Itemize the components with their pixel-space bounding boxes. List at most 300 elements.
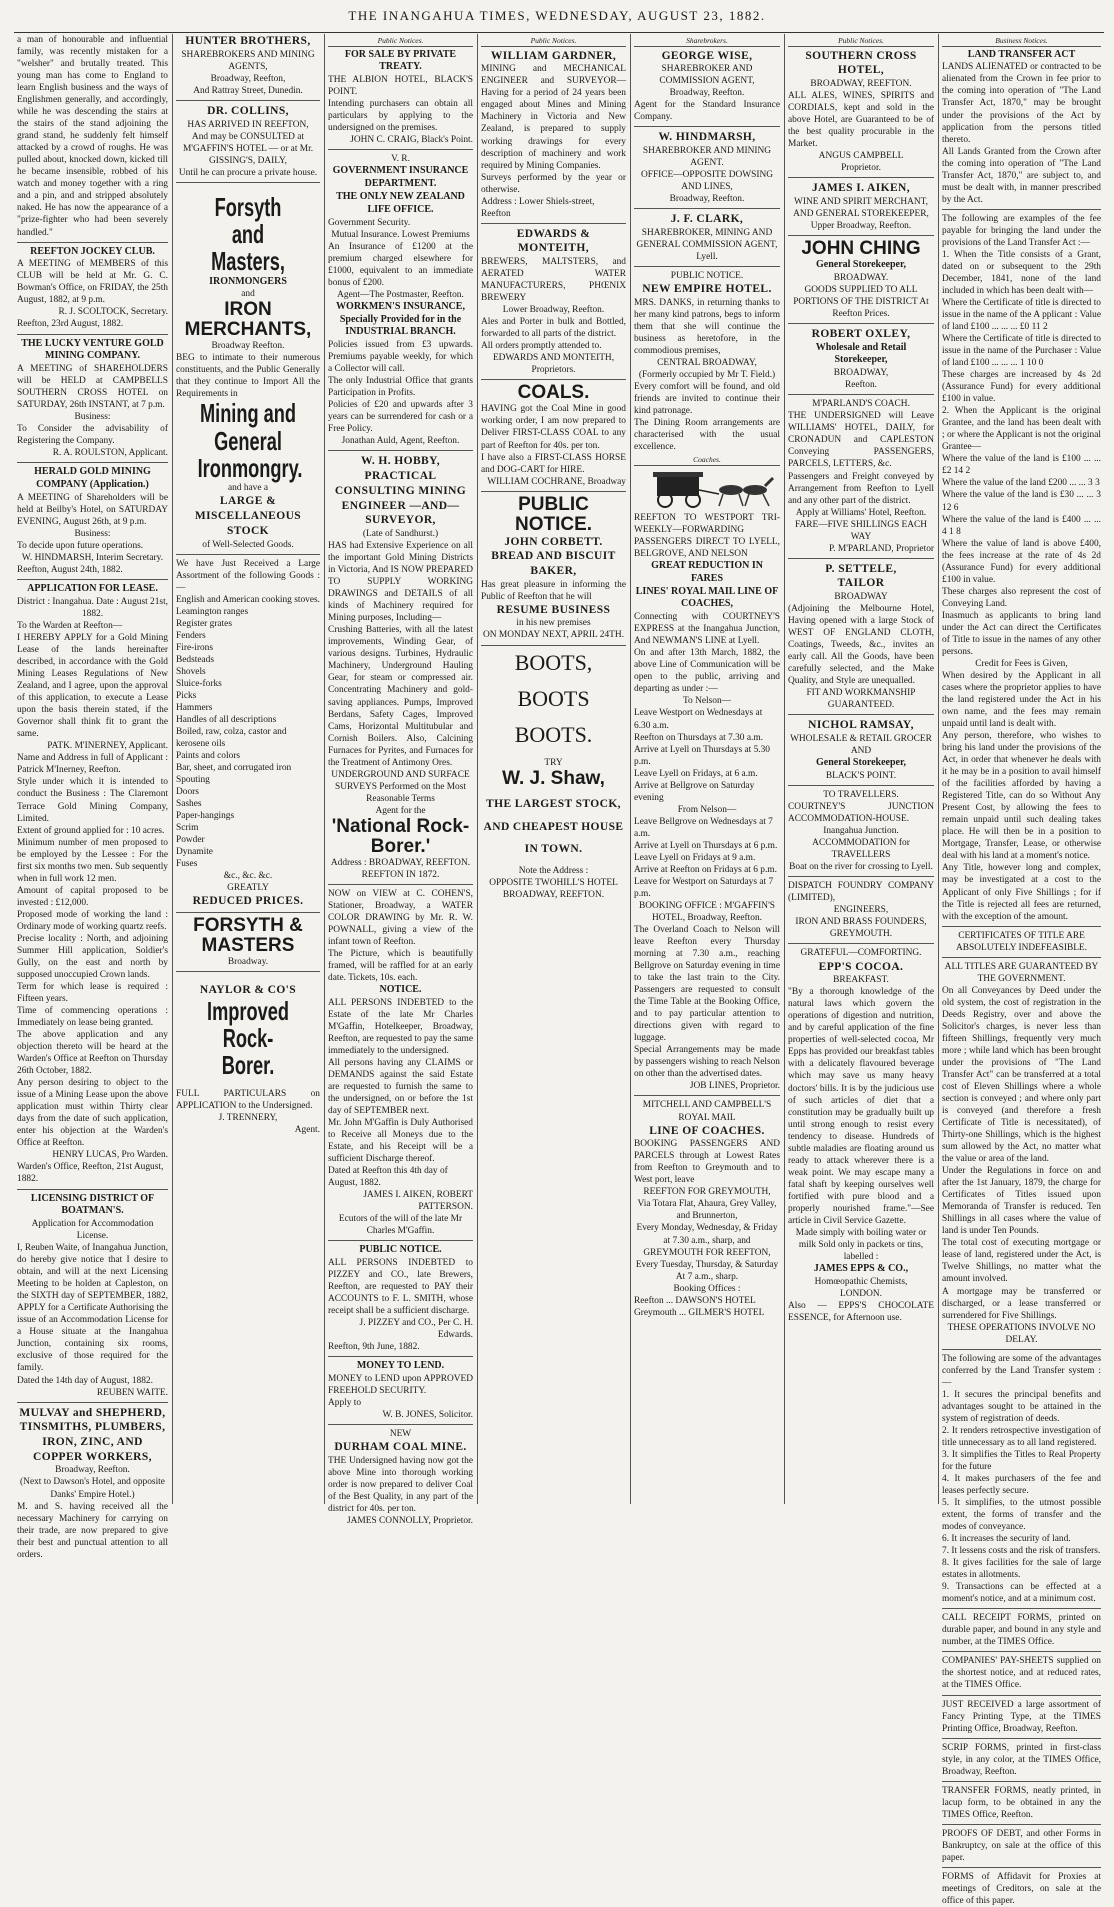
advert-heading: J. F. CLARK, [670,213,744,226]
column-section-header: Sharebrokers. [634,36,780,47]
body-paragraph: The Picture, which is beautifully framed, will be raffled for at an early date. Tickets, 10s. each. [328,948,473,983]
body-paragraph: THE Undersigned having now got the above Mine into thorough working order is now prepared to deliver Coal of the Best Quality, in any part of the district for 40s. per ton. [328,1456,473,1515]
centered-text: From Nelson— [677,804,737,815]
display-heading: FORSYTH & MASTERS [193,915,303,957]
text-line: Shovels [176,666,206,677]
section-rule [942,1824,1101,1825]
body-paragraph: A mortgage may be transferred or discharged, or a lease transferred or surrendered for Five Shillings. [942,1286,1101,1321]
centered-text: Ecutors of the will of the late Mr Charles M'Gaffin. [338,1214,463,1237]
centered-text: GREYMOUTH FOR REEFTON, [643,1247,771,1258]
centered-text: Proprietor. [841,163,881,174]
column-section-header: Public Notices. [481,36,626,47]
text-line: Sashes [176,799,202,810]
centered-text: CENTRAL BROADWAY, [657,358,757,369]
centered-text: Broadway. [227,957,269,968]
centered-text: Jonathan Auld, Agent, Reefton. [341,436,460,447]
notice-heading: LICENSING DISTRICT OF BOATMAN'S. [30,1192,155,1217]
centered-text: Agent for the [375,805,426,816]
advert-heading: EDWARDS & MONTEITH, [516,227,591,255]
centered-text: BROADWAY, REEFTON. [810,79,912,90]
centered-text: Via Totara Flat, Ahaura, Grey Valley, and Brunnerton, [637,1199,777,1222]
centered-text: Broadway, Reefton. [669,88,745,99]
centered-text: Inangahua Junction. [823,826,899,837]
body-paragraph: ALL PERSONS INDEBTED to PIZZEY and CO., late Brewers, Reefton, are requested to PAY their ACCOUNTS to F. L. SMITH, whose receipt shall be a sufficient discharge. [328,1258,473,1317]
centered-text: BLACK'S POINT. [825,771,897,782]
signature-line: JAMES CONNOLLY, Proprietor. [347,1516,473,1527]
body-paragraph: BREWERS, MALTSTERS, and AERATED WATER MANUFACTURERS, PHŒNIX BREWERY [481,257,626,304]
section-rule [176,554,320,555]
body-paragraph: Any person, therefore, who wishes to bring his land under the provisions of the Act, in order that whenever he deals with it he may be in a position to avail himself of the facilities afforded by having a Registered Title, can do so Without Any Present Cost, by allowing the fees to remain unpaid until such dealing takes place. He will then be in a position to Mortgage, Transfer, Lease, or otherwise deal with his land at a moment's notice. [942,731,1101,862]
text-line: Fire-irons [176,642,213,653]
body-paragraph: NOW on VIEW at C. COHEN'S, Stationer, Broadway, a WATER COLOR DRAWING by Mr. R. W. POWNALL, giving a view of the infant town of Reefton. [328,888,473,947]
centered-text: Apply at Williams' Hotel, Reefton. [795,507,927,518]
centered-text: Agent—The Postmaster, Reefton. [337,289,464,300]
body-paragraph: 2. When the Applicant is the original Grantee, and the land has been dealt with ; or where the Applicant is not the original Grantee— [942,406,1101,453]
spacer [481,677,626,685]
column-6 [785,34,937,1508]
section-rule [942,926,1101,927]
centered-text: And may be CONSULTED at M'GAFFIN'S HOTEL — or at Mr. GISSING'S, DAILY, [182,131,314,166]
body-paragraph: BOOKING PASSENGERS AND PARCELS through at Lowest Rates from Reefton to Greymouth and to West port, leave [634,1139,780,1186]
centered-text: and [241,289,255,300]
centered-text: EDWARDS AND MONTEITH, Proprietors. [492,353,615,376]
section-rule [17,579,168,580]
signature-line: REUBEN WAITE. [96,1387,168,1398]
text-line: English and American cooking stoves. [176,594,320,605]
text-line: Picks [176,690,197,701]
centered-text: Upper Broadway, Reefton. [810,221,912,232]
text-line: Boiled, raw, colza, castor and kerosene oils [176,727,287,750]
body-paragraph: 3. It simplifies the Titles to Real Property for the future [942,1449,1101,1472]
column-5 [631,34,783,1508]
display-heading-large: Mining and General [199,398,297,456]
notice-heading: GOVERNMENT INSURANCE DEPARTMENT. [332,165,469,190]
centered-text: Broadway, Reefton, [210,73,286,84]
text-line: Register grates [176,618,232,629]
notice-heading: HERALD GOLD MINING COMPANY (Application.) [34,466,151,491]
centered-text: OPPOSITE TWOHILL'S HOTEL [489,878,618,889]
notice-heading: MONEY TO LEND. [356,1360,445,1372]
section-rule [942,1695,1101,1696]
centered-text: BROADWAY. [833,272,889,283]
centered-text: Lower Broadway, Reefton. [502,305,605,316]
advert-heading: NICHOL RAMSAY, [808,719,914,732]
body-paragraph: All persons having any CLAIMS or DEMANDS against the said Estate are requested to furnish the same to the undersigned, on or before the 1st day of SEPTEMBER next. [328,1057,473,1117]
centered-text: OFFICE—OPPOSITE DOWSING AND LINES, [640,170,774,193]
body-paragraph: Also — EPPS'S CHOCOLATE ESSENCE, for Afternoon use. [788,1300,934,1323]
body-paragraph: 1. When the Title consists of a Grant, dated on or subsequent to the 29th December, 1841, none of the land included in which has been dealt with— [942,249,1101,296]
advert-heading: THE LARGEST STOCK, [486,797,621,810]
notice-heading: GREAT REDUCTION IN FARES [651,560,763,584]
body-paragraph: Intending purchasers can obtain all particulars by applying to the undersigned on the premises. [328,99,473,134]
section-rule [942,1349,1101,1350]
body-paragraph: THE ALBION HOTEL, BLACK'S POINT. [328,75,473,98]
advert-heading: SOUTHERN CROSS HOTEL, [805,49,917,77]
body-paragraph: These charges are increased by 4s 2d (Assurance Fund) for every additional £100 in value. [942,370,1101,405]
text-line: Arrive at Lyell on Thursdays at 5.30 p.m. [634,744,770,767]
body-paragraph: We have Just Received a Large Assortment of the following Goods :— [176,558,320,593]
body-paragraph: These charges also represent the cost of Conveying Land. [942,586,1101,609]
centered-text: Mutual Insurance. Lowest Premiums [331,229,470,240]
text-line: Address : Lower Shiels-street, Reefton [481,196,595,219]
stagecoach-illustration [637,468,777,510]
advert-heading: REDUCED PRICES. [192,895,304,908]
centered-text: Until he can procure a private house. [178,167,318,178]
centered-text: ENGINEERS, [833,905,889,916]
centered-text: FARE—FIVE SHILLINGS EACH WAY [794,519,928,542]
centered-text: of Well-Selected Goods. [202,539,294,550]
centered-text: GRATEFUL—COMFORTING. [800,948,922,959]
body-paragraph: Inasmuch as applicants to bring land under the Act can direct the Certificates of Title to issue in the names of any other persons. [942,610,1101,657]
display-heading: COALS. [517,382,590,404]
section-rule [481,223,626,224]
advert-heading: NEW EMPIRE HOTEL. [642,283,772,296]
centered-text: BROADWAY, REEFTON. [502,890,605,901]
body-paragraph: The total cost of executing mortgage or lease of land, registered under the Act, is Twelve Shillings, no matter what the amount involved. [942,1238,1101,1285]
centered-text: M'PARLAND'S COACH. [812,399,910,410]
advert-heading: W. H. HOBBY, PRACTICAL CONSULTING MINING ENGINEER —AND— SURVEYOR, [334,455,467,527]
text-line: Arrive at Lyell on Thursdays at 6 p.m. [634,840,778,851]
text-line: Fuses [176,859,198,870]
body-paragraph: Where the Certificate of title is directed to issue in the name of the Purchaser : Value of land £100 ... ... ... 1 10 0 [942,334,1101,369]
body-paragraph: Minimum number of men proposed to be employed by the Lessee : For the first six months two men. Sub sequently when in full work 12 men. [17,837,168,884]
centered-text: BROADWAY [834,592,888,603]
body-paragraph: The only Industrial Office that grants Participation in Profits. [328,376,473,399]
centered-text: Broadway, Reefton. [55,1465,130,1476]
section-rule [942,1738,1101,1739]
centered-text: And Rattray Street, Dunedin. [193,85,303,96]
column-4 [478,34,629,1508]
text-line: Greymouth ... GILMER'S HOTEL [634,1307,765,1318]
text-line: Powder [176,835,205,846]
spacer [481,713,626,721]
centered-text: SHAREBROKERS AND MINING AGENTS, [181,49,315,72]
body-paragraph: Policies issued from £3 upwards. Premiums payable weekly, for which a Collector will call. [328,340,473,375]
notice-heading: PUBLIC NOTICE. [359,1244,442,1256]
body-paragraph: Name and Address in full of Applicant : Patrick M'Inerney, Reefton. [17,753,168,776]
body-paragraph: Connecting with COURTNEY'S EXPRESS at the Inangahua Junction, And NEWMAN'S LINE at Lyell. [634,612,780,647]
advert-heading: LARGE & MISCELLANEOUS STOCK [194,495,302,537]
text-line: Warden's Office, Reefton, 21st August, 1882. [17,1162,164,1185]
section-rule [481,379,626,380]
section-rule [788,558,934,559]
body-paragraph: COMPANIES' PAY-SHEETS supplied on the shortest notice, and at reduced rates, at the TIMES Office. [942,1656,1101,1691]
centered-text: BOOKING OFFICE : M'GAFFIN'S HOTEL, Broadway, Reefton. [639,900,775,923]
section-rule [176,912,320,913]
centered-text: in his new premises [516,618,591,629]
section-rule [788,714,934,715]
body-paragraph: I HEREBY APPLY for a Gold Mining Lease of the lands hereinafter described, in accordance with the Gold Mining Leases Regulations of New Zealand, and I agree, upon the approval of this application, to execute a Lease upon the basis therein stated, if the Governor shall think fit to grant the same. [17,633,168,740]
body-paragraph: a man of honourable and influential family, was recently mistaken for a "welsher" and brutally treated. This young man has come to England to learn English business and the ways of Englishmen generally, and accordingly, while he was descending the stairs at the stairs of the stand adjoining the grand stand, he suddenly felt himself attacked by a crowd of roughs. He was pulled about, knocked down, kicked till he became insensible, robbed of his watch and money together with a ring and a pin, and and stripped absolutely naked. He has now the appearance of a "prize-fighter who had been severely handled." [17,35,168,238]
text-line: Leave Lyell on Fridays, at 6 a.m. [634,768,758,779]
column-section-header: Public Notices. [788,36,934,47]
signature-line: JOB LINES, Proprietor. [689,1081,780,1092]
advert-heading: W. HINDMARSH, [658,131,756,144]
body-paragraph: JUST RECEIVED a large assortment of Fancy Printing Type, at the TIMES Printing Office, Broadway, Reefton. [942,1699,1101,1734]
text-line: Hammers [176,702,213,713]
centered-text: Application for Accommodation License. [31,1219,154,1242]
body-paragraph: Mr. John M'Gaffin is Duly Authorised to Receive all Moneys due to the Estate, and his Receipt will be a sufficient Discharge thereof. [328,1118,473,1165]
body-paragraph: Agent for the Standard Insurance Company. [634,100,780,123]
signature-line: R. A. ROULSTON, Applicant. [52,448,168,459]
column-section-header: Business Notices. [942,36,1101,47]
body-paragraph: Precise locality : North, and adjoining Summer Hill application, Soldier's Gully, on the east and north by supposed unoccupied Crown lands. [17,933,168,980]
body-paragraph: CALL RECEIPT FORMS, printed on durable paper, and bound in any style and number, at the TIMES Office. [942,1613,1101,1648]
text-line: Dated at Reefton this 4th day of August, 1882. [328,1166,448,1189]
signature-line: WILLIAM COCHRANE, Broadway [487,476,626,487]
body-paragraph: (Adjoining the Melbourne Hotel, Having opened with a large Stock of WEST OF ENGLAND CLOTH, Coatings, Tweeds, &c., invites an early call. All the Goods, have been carefully selected, and the Make Quality, and Style are unequalled. [788,604,934,687]
text-line: Reefton, August 24th, 1882. [17,565,123,576]
centered-text: REEFTON IN 1872. [361,869,440,880]
centered-text: TO TRAVELLERS. [823,790,899,801]
centered-text: GREYMOUTH. [829,929,893,940]
text-line: To decide upon future operations. [17,541,144,552]
section-rule [788,323,934,324]
body-paragraph: Every comfort will be found, and old friends are invited to continue their kind patronage. [634,382,780,417]
text-line: Bedsteads [176,654,215,665]
centered-text: HAS ARRIVED IN REEFTON, [187,119,309,130]
body-paragraph: Where the value of the land is £30 ... ... 3 12 6 [942,490,1101,513]
advert-heading: ROBERT OXLEY, [811,327,911,340]
centered-text: Reefton. [844,380,878,391]
centered-text: MITCHELL AND CAMPBELL'S ROYAL MAIL [642,1100,772,1123]
notice-heading: NOTICE. [379,984,422,996]
text-line: Doors [176,787,199,798]
body-paragraph: A MEETING of SHAREHOLDERS will be HELD at CAMPBELLS SOUTHERN CROSS HOTEL on SATURDAY, 26th INSTANT, at 7 p.m. [17,364,168,411]
body-paragraph: M. and S. having received all the necessary Machinery for carrying on their trade, are now prepared to give their best and punctual attention to all orders. [17,1501,168,1560]
notice-heading: WORKMEN'S INSURANCE, Specially Provided for in the INDUSTRIAL BRANCH. [336,300,465,338]
body-paragraph: Where the value of the land is £400 ... ... 4 1 8 [942,514,1101,537]
advert-heading: JAMES I. AIKEN, [811,182,911,195]
text-line: Leave Westport on Wednesdays at 6.30 a.m. [634,708,763,731]
centered-text: Business: [74,529,111,540]
centered-text: Address : BROADWAY, REEFTON. [330,857,471,868]
advert-heading: TAILOR [837,577,885,590]
signature-line: J. PIZZEY and CO., Per C. H. Edwards. [359,1318,473,1341]
advert-heading: RESUME BUSINESS [496,603,611,616]
body-paragraph: A MEETING of Shareholders will be held at Beilby's Hotel, on SATURDAY EVENING, August 26th, at 9 p.m. [17,492,168,528]
body-paragraph: An Insurance of £1200 at the premium charged elsewhere for £1000, equivalent to an immediate bonus of £200. [328,241,473,288]
display-heading-large: Ironmongry. [197,453,303,484]
body-paragraph: HAVING got the Coal Mine in good working order, I am now prepared to Deliver FIRST-CLASS COAL to any part of Reefton for 40s. per ton. [481,404,626,451]
centered-text: PUBLIC NOTICE. [670,271,744,282]
display-heading-large: Forsyth and Masters, [211,191,285,277]
column-3 [325,34,476,1527]
body-paragraph: REEFTON TO WESTPORT TRI-WEEKLY—FORWARDING PASSENGERS DIRECT TO LYELL, BELGROVE, AND NELSON [634,512,780,559]
section-rule [176,182,320,183]
signature-line: JOHN C. CRAIG, Black's Point. [350,135,473,146]
section-rule [942,1867,1101,1868]
body-paragraph: THE UNDERSIGNED will Leave WILLIAMS' HOTEL, DAILY, for CRONADUN and CAPLESTON Conveying PASSENGERS, PARCELS, LETTERS, &c. [788,411,934,470]
body-paragraph: ALL ALES, WINES, SPIRITS and CORDIALS, kept and sold in the above Hotel, are Guaranteed to be of the best quality procurable in the Market. [788,91,934,150]
body-paragraph: TRANSFER FORMS, neatly printed, in lacup form, to be obtained in any the TIMES Office, Reefton. [942,1785,1101,1820]
section-rule [634,266,780,267]
centered-text: SHAREBROKER AND MINING AGENT. [642,146,772,169]
section-rule [328,450,473,451]
body-paragraph: Where the value of the land £200 ... ... 3 3 [942,478,1100,489]
display-heading: IRON MERCHANTS, [184,299,312,341]
body-paragraph: Has great pleasure in informing the Public of Reefton that he will [481,579,626,602]
section-rule [176,100,320,101]
notice-heading: General Storekeeper, [816,259,906,271]
body-paragraph: Under the Regulations in force on and after the 1st January, 1879, the charge for Certificates of Titles issued upon Memoranda of Transfer is reduced. Ten Shillings in all cases where the value of land is under Ten Pounds. [942,1166,1101,1237]
signature-line: R. J. SCOLTOCK, Secretary. [58,307,168,318]
body-paragraph: The following are examples of the fee payable for bringing the land under the provisions of the Land Transfer Act :— [942,213,1101,248]
section-rule [17,242,168,243]
body-paragraph: 9. Transactions can be effected at a moment's notice, and at a minimum cost. [942,1582,1101,1605]
body-paragraph: "By a thorough knowledge of the natural laws which govern the operations of digestion and nutrition, and by careful application of the fine properties of well-selected cocoa, Mr Epps has provided our breakfast tables with a delicately flavoured beverage which may save us many heavy doctors' bills. It is by the judicious use of such articles of diet that a constitution may be gradually built up until strong enough to resist every tendency to disease. Hundreds of subtle maladies are floating around us ready to attack wherever there is a weak point. We may escape many a fatal shaft by keeping ourselves well fortified with pure blood and a properly nourished frame."—See article in Civil Service Gazette. [788,987,934,1226]
centered-text: District : Inangahua. Date : August 21st, 1882. [17,596,169,619]
centered-text: Business: [74,412,111,423]
section-rule [481,645,626,646]
body-paragraph: MINING and MECHANICAL ENGINEER and SURVEYOR—Having for a period of 24 years been engaged about Mines and Mining Machinery in Victoria and New Zealand, is prepared to supply working drawings for every description of machinery and work required by Mining Companies. [481,64,626,171]
spacer [481,789,626,797]
body-paragraph: I have also a FIRST-CLASS HORSE and DOG-CART for HIRE. [481,452,626,475]
centered-text: Broadway Reefton. [211,341,285,352]
text-line: Arrive at Bellgrove on Saturday evening [634,780,755,803]
body-paragraph: Surveys performed by the year or otherwise. [481,172,626,195]
centered-text: &c., &c. &c. [223,871,273,882]
centered-text: SHAREBROKER, MINING AND GENERAL COMMISSION AGENT, [636,228,778,251]
text-line: Sluice-forks [176,678,222,689]
body-paragraph: 7. It lessens costs and the risk of transfers. [942,1546,1101,1557]
signature-line: PATK. M'INERNEY, Applicant. [47,741,168,752]
body-paragraph: FULL PARTICULARS on APPLICATION to the Undersigned. [176,1088,320,1111]
centered-text: V. R. [391,154,410,165]
display-heading-large: Improved Rock-Borer. [207,995,289,1081]
advert-heading: HUNTER BROTHERS, [185,35,311,47]
centered-text: UNDERGROUND AND SURFACE SURVEYS Performed on the Most Reasonable Terms [331,769,470,804]
text-line: Fenders [176,630,206,641]
body-paragraph: 8. It gives facilities for the sale of large estates in allotments. [942,1558,1101,1581]
text-line: Handles of all descriptions [176,714,277,725]
centered-text: Broadway, Reefton. [669,194,745,205]
display-heading: JOHN CHING [801,238,921,260]
advert-heading: IN TOWN. [524,843,583,856]
advert-heading: MULVAY and SHEPHERD, TINSMITHS, PLUMBERS, IRON, ZINC, AND COPPER WORKERS, [19,1406,166,1463]
display-heading: 'National Rock-Borer.' [331,815,470,857]
section-rule [942,1651,1101,1652]
centered-text: WHOLESALE & RETAIL GROCER [790,734,932,745]
column-section-header: Coaches. [634,455,780,466]
body-paragraph: Style under which it is intended to conduct the Business : The Claremont Terrace Gold Mining Company, Limited. [17,777,168,824]
body-paragraph: The following are some of the advantages conferred by the Land Transfer system :— [942,1353,1101,1388]
body-paragraph: FORMS of Affidavit for Proxies at meetings of Creditors, on sale at the office of this paper. [942,1871,1101,1906]
centered-text: W. HINDMARSH, Interim Secretary. [21,553,164,564]
centered-text: NEW [389,1429,412,1440]
text-line: Spouting [176,775,210,786]
boots-display: BOOTS, [514,649,593,675]
section-rule [328,149,473,150]
advert-heading: AND CHEAPEST HOUSE [483,820,624,833]
advert-heading: JOHN CORBETT. [504,535,603,548]
body-paragraph: Amount of capital proposed to be invested : £12,000. [17,885,168,908]
advert-heading: EPP'S COCOA. [818,960,904,973]
spacer [481,812,626,820]
advert-heading: DR. COLLINS, [207,104,289,117]
body-paragraph: When desired by the Applicant in all cases where the proprietor applies to have the land registered under the Act in his own name, and the fees may remain unpaid until land is dealt with. [942,670,1101,730]
body-paragraph: The above application and any objection thereto will be heard at the Warden's Office at Reefton on Thursday 26th October, 1882. [17,1030,168,1077]
signature-line: P. M'PARLAND, Proprietor [829,543,934,554]
text-line: Apply to [328,1398,362,1409]
advert-heading: P. SETTELE, [825,562,897,575]
centered-text: Booking Offices : [673,1283,741,1294]
section-rule [634,126,780,127]
section-rule [788,394,934,395]
body-paragraph: 1. It secures the principal benefits and advantages sought to be attained in the system of registration of deeds. [942,1389,1101,1424]
section-rule [634,1095,780,1096]
centered-text: FIT AND WORKMANSHIP GUARANTEED. [806,688,916,711]
section-rule [788,943,934,944]
body-paragraph: All orders promptly attended to. [481,341,602,352]
text-line: Dynamite [176,847,213,858]
spacer [481,749,626,757]
body-paragraph: DISPATCH FOUNDRY COMPANY (LIMITED), [788,881,934,904]
body-paragraph: A MEETING of MEMBERS of this CLUB will be held at Mr. G. C. Bowman's Office, on FRIDAY, the 25th August, 1882, at 9 p.m. [17,259,168,306]
notice-heading: Wholesale and Retail Storekeeper, [815,341,907,366]
text-line: Arrive at Reefton on Fridays at 6 p.m. [634,864,777,875]
body-paragraph: Passengers and Freight conveyed by Arrangement from Reefton to Lyell and any other part of the district. [788,471,934,506]
section-rule [942,1781,1101,1782]
display-heading: W. J. Shaw, [502,768,605,789]
centered-text: CERTIFICATES OF TITLE ARE ABSOLUTELY INDEFEASIBLE. [956,930,1087,953]
advert-heading: DURHAM COAL MINE. [334,1441,467,1454]
text-line: Leave Lyell on Fridays at 9 a.m. [634,852,756,863]
section-rule [481,491,626,492]
centered-text: Note the Address : [518,866,589,877]
centered-text: AND [850,746,872,757]
advert-heading: GEORGE WISE, [661,49,753,62]
text-line: Leave for Westport on Saturdays at 7 p.m. [634,876,774,899]
notice-heading: JAMES EPPS & CO., [813,1262,909,1274]
text-line: Leamington ranges [176,606,249,617]
section-rule [176,971,320,972]
section-rule [328,1356,473,1357]
centered-text: To Nelson— [682,696,732,707]
column-section-header: Public Notices. [328,36,473,47]
text-line: Reefton, 23rd August, 1882. [17,319,124,330]
body-paragraph: Time of commencing operations : Immediately on lease being granted. [17,1006,168,1029]
centered-text: (Formerly occupied by Mr T. Field.) [638,370,776,381]
notice-heading: IRONMONGERS [209,275,287,287]
centered-text: (Late of Sandhurst.) [362,529,439,540]
notice-heading: THE ONLY NEW ZEALAND LIFE OFFICE. [336,191,465,215]
centered-text: SHAREBROKER AND COMMISSION AGENT, [659,64,755,87]
body-paragraph: To Consider the advisability of Registering the Company. [17,424,168,447]
body-paragraph: 4. It makes purchasers of the fee and leases perfectly secure. [942,1473,1101,1497]
centered-text: Lyell. [696,252,718,263]
spacer [176,975,320,983]
body-paragraph: Extent of ground applied for : 10 acres. [17,825,165,836]
body-paragraph: MONEY to LEND upon APPROVED FREEHOLD SECURITY. [328,1374,473,1397]
section-rule [17,1189,168,1190]
text-line: Dated the 14th day of August, 1882. [17,1375,153,1386]
spacer [176,1080,320,1088]
centered-text: REEFTON FOR GREYMOUTH, [643,1187,771,1198]
body-paragraph: All Lands Granted from the Crown after the coming into operation of "The Land Transfer Act, 1870," are subject to, and must be dealt with, in manner prescribed by the Act. [942,146,1101,205]
body-paragraph: 2. It renders retrospective investigation of title unnecessary as to all land registered. [942,1425,1101,1448]
section-rule [788,785,934,786]
centered-text: ANGUS CAMPBELL [818,151,904,162]
centered-text: Credit for Fees is Given, [975,658,1068,669]
body-paragraph: ALL PERSONS INDEBTED to the Estate of the late Mr Charles M'Gaffin, Hotelkeeper, Broadway, Reefton, are requested to pay the same immediately to the undersigned. [328,997,473,1056]
body-paragraph: PROOFS OF DEBT, and other Forms in Bankruptcy, on sale at the office of this paper. [942,1828,1101,1863]
text-line: Government Security. [328,217,411,228]
notice-heading: LINES' ROYAL MAIL LINE OF COACHES, [635,585,779,610]
text-line: Reefton, 9th June, 1882. [328,1342,420,1353]
centered-text: ALL TITLES ARE GUARANTEED BY THE GOVERNMENT. [944,961,1099,984]
centered-text: Boat on the river for crossing to Lyell. [789,862,933,873]
